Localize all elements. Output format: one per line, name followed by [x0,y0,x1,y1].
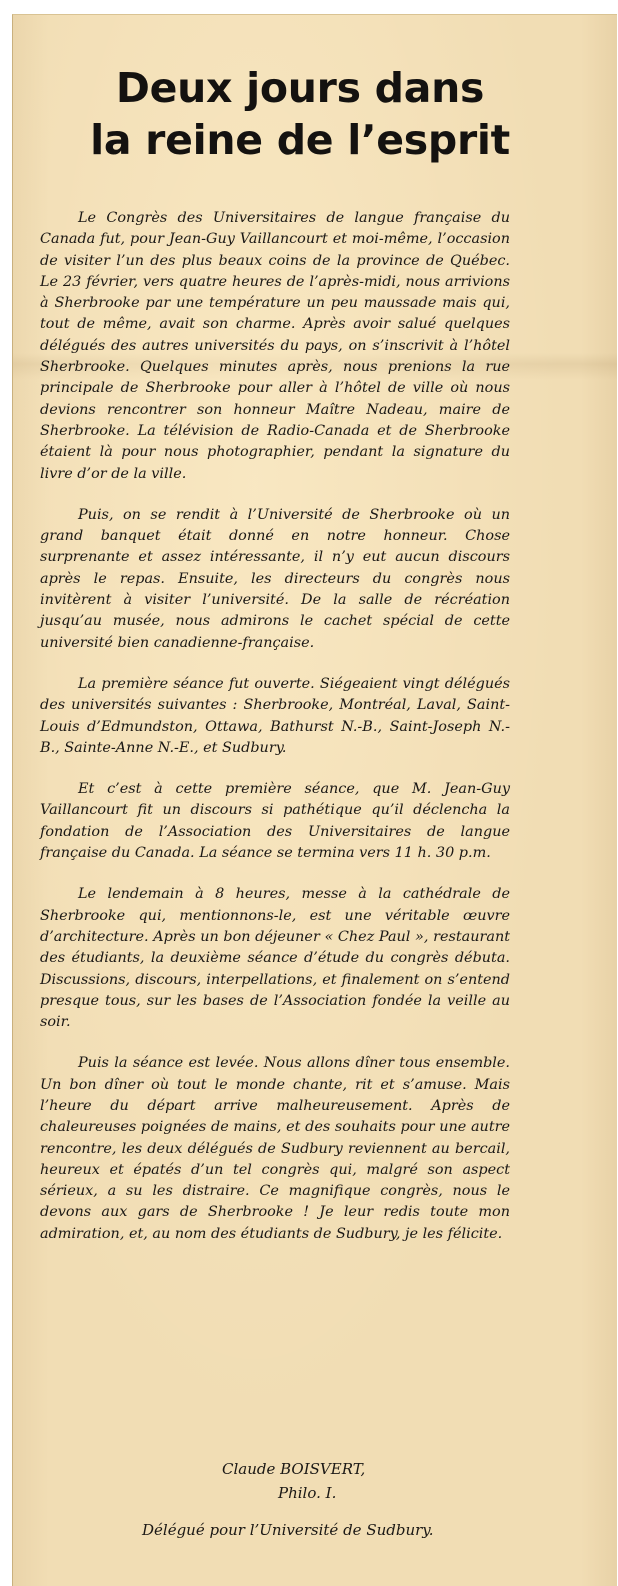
author-delegation: Délégué pour l’Université de Sudbury. [142,1521,434,1539]
article-paragraph: La première séance fut ouverte. Siégeaient vingt délégués des universités suivantes : Sherbrooke, Montréal, Laval, Saint-Louis d’Edmundston, Ottawa, Bathurst N.-B., Saint-Joseph N.-B., Sainte-Anne N.-E., et Sudbury. [40,675,510,756]
article-headline [40,62,560,166]
article-paragraph: Puis la séance est levée. Nous allons dîner tous ensemble. Un bon dîner où tout le monde chante, rit et s’amuse. Mais l’heure du départ arrive malheureusement. Après de chaleureuses poignées de mains, et des souhaits pour une autre rencontre, les deux délégués de Sudbury reviennent au bercail, heureux et épatés d’un tel congrès qui, malgré son aspect sérieux, a su les distraire. Ce magnifique congrès, nous le devons aux gars de Sherbrooke ! Je leur redis toute mon admiration, et, au nom des étudiants de Sudbury, je les félicite. [40,1055,510,1242]
article-paragraph: Le lendemain à 8 heures, messe à la cathédrale de Sherbrooke qui, mentionnons-le, est une véritable œuvre d’architecture. Après un bon déjeuner « Chez Paul », restaurant des étudiants, la deuxième séance d’étude du congrès débuta. Discussions, discours, interpellations, et finalement on s’entend presque tous, sur les bases de l’Association fondée la veille au soir. [40,886,510,1031]
article-paragraph: Puis, on se rendit à l’Université de Sherbrooke où un grand banquet était donné en notre honneur. Chose surprenante et assez intéressante, il n’y eut aucun discours après le repas. Ensuite, les directeurs du congrès nous invitèrent à visiter l’université. De la salle de récréation jusqu’au musée, nous admirons le cachet spécial de cette université bien canadienne-française. [40,506,510,651]
author-signature [40,1457,560,1542]
article-paragraph: Et c’est à cette première séance, que M. Jean-Guy Vaillancourt fit un discours si pathétique qu’il déclencha la fondation de l’Association des Universitaires de langue française du Canada. La séance se termina vers 11 h. 30 p.m. [40,781,510,862]
article-paragraph: Le Congrès des Universitaires de langue française du Canada fut, pour Jean-Guy Vaillancourt et moi-même, l’occasion de visiter l’un des plus beaux coins de la province de Québec. Le 23 février, vers quatre heures de l’après-midi, nous arrivions à Sherbrooke par une température un peu maussade mais qui, tout de même, avait son charme. Après avoir salué quelques délégués des autres universités du pays, on s’inscrivit à l’hôtel Sherbrooke. Quelques minutes après, nous prenions la rue principale de Sherbrooke pour aller à l’hôtel de ville où nous devions rencontrer son honneur Maître Nadeau, maire de Sherbrooke. La télévision de Radio-Canada et de Sherbrooke étaient là pour nous photographier, pendant la signature du livre d’or de la ville. [40,210,510,482]
article-body [40,208,510,1265]
author-name: Claude BOISVERT, [222,1460,366,1478]
headline-line-2: la reine de l’esprit [90,116,510,164]
author-class: Philo. I. [278,1484,337,1502]
headline-line-1: Deux jours dans [115,64,485,112]
